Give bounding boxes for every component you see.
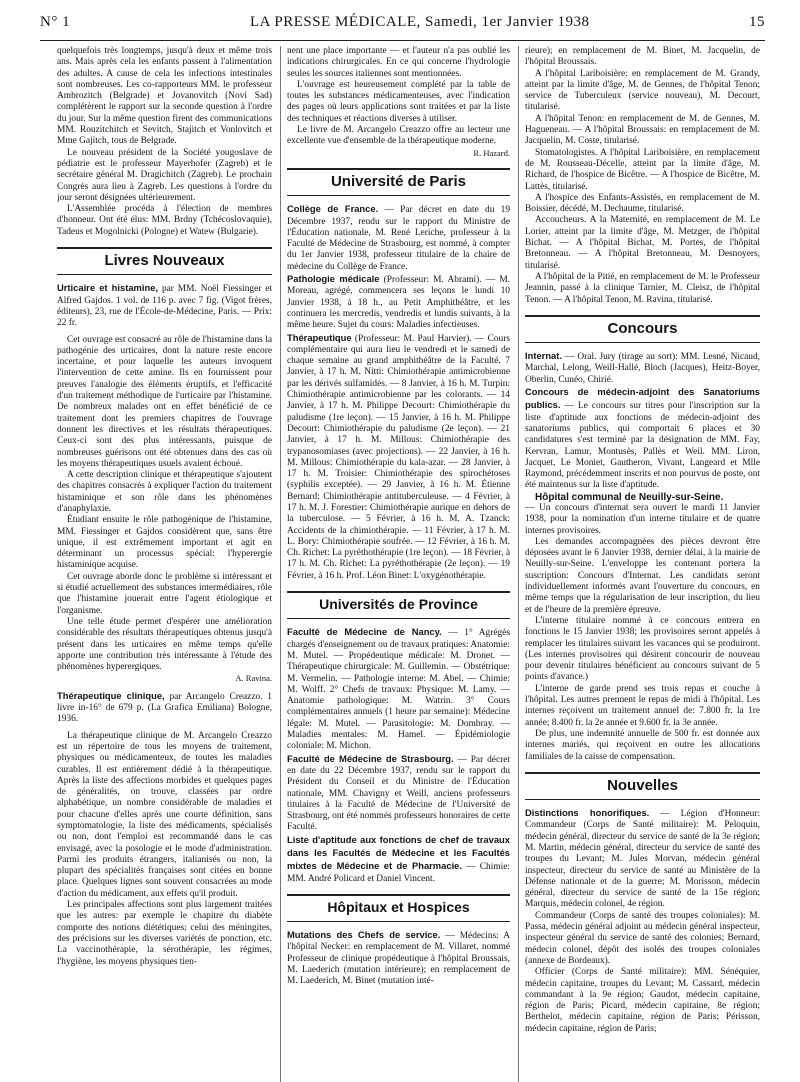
signature: R. Hazard. xyxy=(473,147,510,158)
section-title: Hôpitaux et Hospices xyxy=(287,894,510,922)
item-heading: Faculté de Médecine de Nancy. xyxy=(287,626,442,638)
paragraph: Commandeur (Corps de santé des troupes coloniales): M. Passa, médecin général adjoint au médecin général inspecteur, inspecteur général du service de santé des colonies; Bernard, médecin colonel, dépôt des isolés des troupes coloniales (annexe de Bordeaux). xyxy=(525,910,760,966)
paragraph: quelquefois très longtemps, jusqu'à deux et même trois ans. Mais après cela les enfants passent à l'alimentation des adultes. A cause de cela les infections intestinales sont nombreuses. Les co-rapporteurs MM. le professeur Ambrozitch (Belgrade) et Jovanovitch (Novi Sad) complétèrent le rapport sur la seconde question à l'ordre du jour. Sur la même question firent des communications MM. Rouzitchitch et Sevitch, Stajitch et Vonlovitch et Mme Gajitch, tous de Belgrade. xyxy=(57,46,272,147)
page-header xyxy=(40,8,765,36)
paragraph: Cet ouvrage aborde donc le problème si intéressant et si étudié actuellement des substances intermédiaires, rôle que l'histamine jouerait entre l'agent étiologique et l'organisme. xyxy=(57,571,272,616)
book-title: Thérapeutique clinique, xyxy=(57,689,165,701)
paragraph: A l'hôpital de la Pitié, en remplacement de M. le Professeur Jeannin, passé à la clinique Tarnier, M. Cleisz, de l'hôpital Tenon. — A l'hôpital Tenon, M. Ravina, titularisé. xyxy=(525,271,760,305)
paragraph: A l'hôpital Tenon: en remplacement de M. de Gennes, M. Hagueneau. — A l'hôpital Broussais: en remplacement de M. Jacquelin, M. Coste, titularisé. xyxy=(525,113,760,147)
news-item xyxy=(525,386,760,492)
paragraph: Officier (Corps de Santé militaire): MM. Sénéquier, médecin capitaine, troupes du Levant; M. Cassard, médecin commandant à la 9e région; Gaudot, médecin capitaine, région de Paris; Picard, médecin capitaine, 8e région; Berthelot, médecin capitaine, région de Paris; Périsson, médecin capitaine, région de Paris; xyxy=(525,967,760,1034)
news-item xyxy=(287,626,510,752)
paragraph: Le livre de M. Arcangelo Creazzo offre au lecteur une excellente vue d'ensemble de la thérapeutique moderne. xyxy=(287,125,510,147)
item-heading: Distinctions honorifiques. xyxy=(525,807,650,819)
book-entry-1 xyxy=(57,282,272,329)
section-title: Concours xyxy=(525,315,760,343)
paragraph: Stomatologistes. A l'hôpital Lariboisière, en remplacement de M. Rousseau-Décelle, atteint par la limite d'âge, M. Richard, de l'hospice de Bicêtre. — A l'hospice de Bicêtre, M. Lattès, titularisé. xyxy=(525,147,760,192)
paragraph: Les principales affections sont plus largement traitées que les autres: par exemple le chapitre du diabète comporte des notions diététiques; celui des méningites, des précisions sur les diverses variétés de ponction, etc. La vaccinothérapie, la sérothérapie, les régimes, l'hygiène, les moyens physiques tien- xyxy=(57,900,272,967)
paragraph: De plus, une indemnité annuelle de 500 fr. est donnée aux internes mariés, qui reçoivent en outre les allocations familiales de la caisse de compensation. xyxy=(525,728,760,762)
paragraph: A l'hospice des Enfants-Assistés, en remplacement de M. Boissier, décédé, M. Dechaume, titularisé. xyxy=(525,192,760,215)
item-text: — Par décret en date du 22 Décembre 1937, rendu sur le rapport du Président du Conseil et du Ministre de l'Éducation nationale, MM. Chavigny et Weill, anciens professeurs titulaires à la Faculté de Médecine de l'Université de Strasbourg, ont été nommés professeurs honoraires de cette Faculté. xyxy=(287,754,510,833)
section-title: Universités de Province xyxy=(287,591,510,619)
book-reference: par MM. Noël Fiessinger et Alfred Gajdos. 1 vol. de 116 p. avec 7 fig. (Vigot frères, éditeurs), 23, rue de l'École-de-Médecine, Paris. — Prix: 22 fr. xyxy=(57,284,272,329)
item-heading: Concours de médecin-adjoint des Sanatoriums publics. xyxy=(525,386,760,411)
item-text: — 1° Agrégés chargés d'enseignement ou de travaux pratiques: Anatomie: M. Mutel. — Propédeutique médicale: M. Dronet. — Thérapeutique chirurgicale: M. Guillemin. — Obstétrique: M. Vermelin. — Pathologie interne: M. Abel. — Chimie: M. Wolff. 2° Chefs de travaux: Physique: M. Lamy. — Anatomie pathologique: M. Watrin. 3° Cours complémentaires annuels (1 heure par semaine): Médecine légale: M. Mutel. — Parasitologie: M. Dombray. — Maladies mentales: M. Hamel. — Épidémiologie coloniale: M. Michon. xyxy=(287,628,510,752)
item-text: — Légion d'Honneur: Commandeur (Corps de Santé militaire): M. Peloquin, médecin général, directeur du service de santé de la 3e région; M. Martin, médecin général, directeur du service de santé des troupes du Levant; M. Jules Morvan, médecin général inspecteur, directeur du service de santé au Ministère de la Défense nationale et de la guerre; M. Morisson, médecin général, directeur du service de santé de la 15e région; Marquis, médecin colonel, 4e région. xyxy=(525,809,760,910)
news-item xyxy=(287,753,510,834)
item-heading: Collège de France. xyxy=(287,203,379,215)
news-item xyxy=(525,350,760,386)
item-heading: Mutations des Chefs de service. xyxy=(287,929,441,941)
news-item xyxy=(287,929,510,987)
item-text: — Le concours sur titres pour l'inscription sur la liste d'aptitude aux fonctions de médecin-adjoint des sanatoriums publics, qui comportait 6 places et 30 candidatures s'est terminé par la désignation de MM. Fay, Kervran, Lamur, Montusès, Pallès et Weil. MM. Liron, Jacquet, Le Moniet, Gautheron, Vivant, Langeard et Mlle Raymond, précédemment inscrits et non pourvus de poste, ont été maintenus sur la liste d'aptitude. xyxy=(525,401,760,491)
item-heading: Liste d'aptitude aux fonctions de chef de travaux dans les Facultés de Médecine et les Facultés mixtes de Médecine et de Pharmacie. xyxy=(287,833,510,872)
column-divider xyxy=(518,46,519,1082)
signature: A. Ravina. xyxy=(235,673,272,684)
column-divider xyxy=(280,46,281,1082)
item-heading: Pathologie médicale xyxy=(287,273,380,285)
paragraph: Cet ouvrage est consacré au rôle de l'histamine dans la pathogénie des urticaires, dont la nature reste encore incertaine, et pour laquelle les auteurs invoquent l'intervention de cette amine. Ils en fournissent pour preuves l'analogie des éléments éruptifs, et l'efficacité d'un traitement méthodique de l'urticaire par l'histamine. De nombreux malades ont en effet bénéficié de ce traitement dont les premiers chapitres de l'ouvrage donnent les directives et les résultats thérapeutiques. Ceux-ci sont des plus intéressants, puisque de nombreuses guérisons ont été obtenues dans des cas où les moyens thérapeutiques usuels avaient échoué. xyxy=(57,334,272,469)
journal-title: LA PRESSE MÉDICALE, Samedi, 1er Janvier 1938 xyxy=(250,14,590,30)
paragraph: Une telle étude permet d'espérer une amélioration considérable des résultats thérapeutiques obtenus jusqu'à présent dans les urticaires en même temps qu'elle apporte une contribution très intéressante à l'étude des phénomènes hyperergiques. xyxy=(57,616,272,673)
item-text: (Professeur: M. Paul Harvier). — Cours complémentaire qui aura lieu le vendredi et le samedi de chaque semaine au grand amphithéâtre de la Faculté. 7 Janvier, à 17 h. M. Nitti: Chimiothérapie antimicrobienne par les dérivés sulfamidés. — 8 Janvier, à 16 h. M. Turpin: Chimiothérapie antimicrobienne par les colorants. — 14 Janvier, à 17 h. M. Philippe Decourt: Chimiothérapie du paludisme (1re leçon). — 15 Janvier, à 16 h. M. Philippe Decourt: Chimiothérapie du paludisme (2e leçon). — 21 Janvier, à 17 h. M. Millous: Chimiothérapie des trypanosomiases (avec projections). — 22 Janvier, à 16 h. M. Millous: Chimiothérapie du kala-azar. — 28 Janvier, à 17 h. M. Troisier: Chimiothérapie des spirochétoses (syphilis exceptée). — 29 Janvier, à 16 h. M. Étienne Bernard: Chimiothérapie antituberculeuse. — 4 Février, à 17 h. M. J. Forestier: Chimiothérapie aurique en dehors de la tuberculose. — 5 Février, à 16 h. M. A. Tzanck: Accidents de la chimiothérapie. — 11 Février, à 17 h. M. L. Bory: Chimiothérapie soufrée. — 12 Février, à 16 h. M. Ch. Richet: La pyréthothérapie (1re leçon). — 18 Février, à 17 h. M. Ch. Richet: La pyréthothérapie (2e leçon). — 19 Février, à 16 h. Prof. Léon Binet: L'oxygénothérapie. xyxy=(287,333,510,581)
header-rule xyxy=(40,40,765,41)
paragraph: A l'hôpital Lariboisière: en remplacement de M. Grandy, atteint par la limite d'âge, M. de Gennes, de l'hôpital Tenon; service de Tuberculeux (service nouveau), M. Decourt, titularisé. xyxy=(525,68,760,113)
section-title: Université de Paris xyxy=(287,168,510,196)
book-reference: par Arcangelo Creazzo. 1 livre in-16° de 679 p. (La Grafica Emiliana) Bologne, 1936. xyxy=(57,691,272,725)
paragraph: A cette description clinique et thérapeutique s'ajoutent des chapitres consacrés à expliquer l'action du traitement histaminique et son rôle dans les phénomènes d'anaphylaxie. xyxy=(57,470,272,514)
book-entry-2 xyxy=(57,690,272,726)
item-text: — Médecins: A l'hôpital Necker: en remplacement de M. Villaret, nommé Professeur de clinique propédeutique à l'hôpital Broussais, M. Laederich (mutation intérieure); en remplacement de M. Laederich, M. Binet (mutation inté- xyxy=(287,931,510,987)
page-number: 15 xyxy=(749,14,765,30)
item-heading: Thérapeutique xyxy=(287,331,352,343)
section-title: Nouvelles xyxy=(525,772,760,800)
paragraph: L'interne titulaire nommé à ce concours entrera en fonctions le 15 Janvier 1938; les provisoires seront appelés à remplacer les titulaires suivant les vacances qui se produiront. (Les internes provisoires qui désirent concourir de nouveau pour devenir titulaires bénéficient au concours suivant de 5 points d'avance.) xyxy=(525,615,760,683)
paragraph: — Un concours d'internat sera ouvert le mardi 11 Janvier 1938, pour la nomination d'un interne titulaire et de quatre internes provisoires. xyxy=(525,502,760,536)
issue-number: N° 1 xyxy=(40,14,71,30)
news-item xyxy=(287,273,510,331)
news-item xyxy=(287,332,510,583)
item-text: (Professeur: M. Abrami). — M. Moreau, agrégé, commencera ses leçons le lundi 10 Janvier 1938, à 18 h., au Petit Amphithéâtre, et les continuera les mercredis, vendredis et lundis suivants, à la même heure. Sujet du cours: Maladies infectieuses. xyxy=(287,275,510,331)
item-text: — Par décret en date du 19 Décembre 1937, rendu sur le rapport du Ministre de l'Éducation nationale, M. René Leriche, professeur à la Faculté de Médecine de Strasbourg, est nommé, à compter du 1er Janvier 1938, professeur titulaire de la chaire de médecine du Collège de France. xyxy=(287,205,510,272)
news-item xyxy=(287,203,510,273)
paragraph: Accoucheurs. A la Maternité, en remplacement de M. Le Lorier, atteint par la limite d'âge, M. Metzger, de l'hôpital Bichat. — A l'hôpital Bichat, M. Portes, de l'hôpital Bretonneau. — A l'hôpital Bretonneau, M. Desnoyers, titularisé. xyxy=(525,215,760,271)
column-1 xyxy=(57,46,272,1082)
news-item xyxy=(525,807,760,911)
news-item xyxy=(287,834,510,885)
section-title: Livres Nouveaux xyxy=(57,247,272,275)
paragraph: Étudiant ensuite le rôle pathogénique de l'histamine, MM. Fiessinger et Gajdos considèrent que, sans être unique, il est extrêmement important et agit en déterminant un processus spécial: l'hyperergie histaminique acquise. xyxy=(57,515,272,571)
paragraph: Le nouveau président de la Société yougoslave de pédiatrie est le professeur Mayerhofer (Zagreb) et le secrétaire général M. Dragichitch (Zagreb). Le prochain Congrès aura lieu à Zagreb. Les questions à l'ordre du jour seront désignées ultérieurement. xyxy=(57,147,272,203)
paragraph: La thérapeutique clinique de M. Arcangelo Creazzo est un répertoire de tous les moyens de traitement, physiques ou médicamenteux, de toutes les maladies curables. Il est entièrement dédié à la thérapeutique. Après la liste des affections morbides et quelques pages de généralités, on trouve, classées par ordre alphabétique, un nombre considérable de maladies et pour chacune d'elles après une courte définition, sans symptomatologie, la liste des médicaments, spécialisés ou non, dont l'emploi est recommandé dans le cas envisagé, avec la posologie et le mode d'administration. Parmi les produits étrangers, italianisés ou non, la plupart des spécialités françaises sont citées en bonne place. Quelques lignes sont souvent consacrées au mode d'action du médicament, aux effets qu'il produit. xyxy=(57,730,272,899)
book-title: Urticaire et histamine, xyxy=(57,282,159,294)
item-heading: Faculté de Médecine de Strasbourg. xyxy=(287,752,454,764)
paragraph: rieure); en remplacement de M. Binet, M. Jacquelin, de l'hôpital Broussais. xyxy=(525,46,760,68)
paragraph: L'interne de garde prend ses trois repas et couche à l'hôpital. Les autres prennent le repas de midi à l'hôpital. Les internes reçoivent un traitement annuel de: 7.800 fr. la 1re année; 8.400 fr. la 2e année et 9.600 fr. la 3e année. xyxy=(525,683,760,728)
paragraph: L'Assemblée procéda à l'élection de membres d'honneur. Ont été élus: MM. Brdny (Tchécoslovaquie), Tadeus et Mogolnicki (Pologne) et Watew (Bulgarie). xyxy=(57,204,272,237)
paragraph: L'ouvrage est heureusement complété par la table de toutes les substances médicamenteuses, avec l'indication des pages où leurs applications sont traitées et par la liste des techniques et réactions diverses à utiliser. xyxy=(287,79,510,124)
column-3 xyxy=(525,46,760,1082)
paragraph: nent une place importante — et l'auteur n'a pas oublié les indications chirurgicales. En ce qui concerne l'hydrologie seules les sources italiennes sont mentionnées. xyxy=(287,46,510,79)
item-heading: Hôpital communal de Neuilly-sur-Seine. xyxy=(535,491,724,503)
column-2 xyxy=(287,46,510,1082)
item-heading: Internat. xyxy=(525,350,562,362)
item-text: — Oral. Jury (tirage au sort): MM. Lesné, Nicaud, Marchal, Lelong, Weill-Hallé, Bloch (Jacques), Heitz-Boyer, Oberlin, Cunéo, Chirié. xyxy=(525,352,760,385)
paragraph: Les demandes accompagnées des pièces devront être déposées avant le 6 Janvier 1938, dernier délai, à la mairie de Neuilly-sur-Seine. L'enveloppe les contenant portera la suscription: Concours d'Internat. Les candidats seront individuellement informés avant l'ouverture du concours, en même temps que la régularisation de leur inscription, du lieu et de l'heure de la première épreuve. xyxy=(525,536,760,615)
item-text: — Chimie: MM. André Policard et Daniel Vincent. xyxy=(287,862,510,884)
